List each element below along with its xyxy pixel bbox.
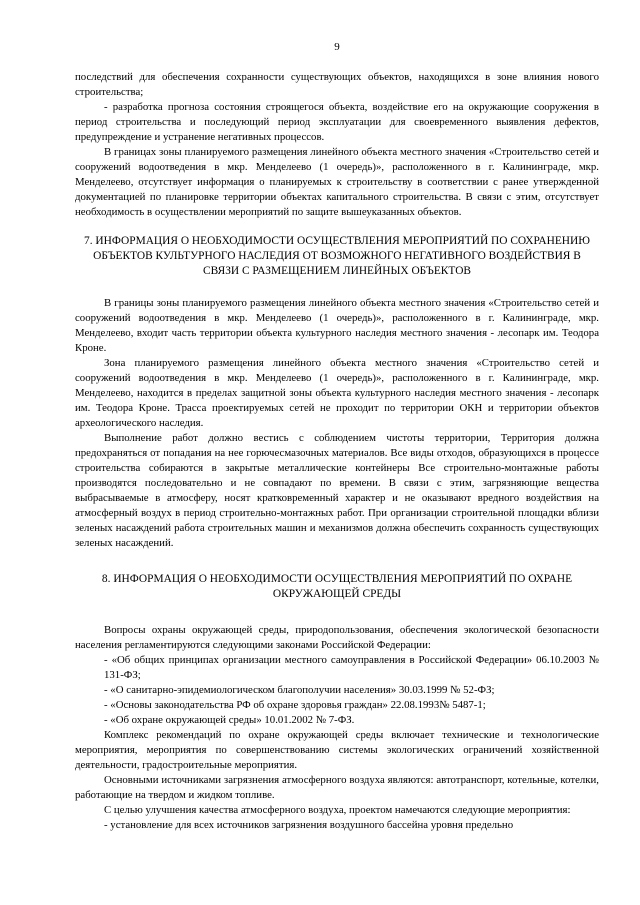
- section-8-paragraph-1: Вопросы охраны окружающей среды, природопользования, обеспечения экологической безопасности населения регламентируются следующими законами Российской Федерации:: [75, 624, 599, 651]
- section-7-paragraph-2: Зона планируемого размещения линейного объекта местного значения «Строительство сетей и сооружений водоотведения в мкр. Менделеево (1 очередь)», расположенного в г. Калининграде, мкр. Менделеево, находится в пределах защитной зоны объекта культурного наследия местного значения - лесопарк им. Теодора Кроне. Трасса проектируемых сетей не проходит по территории ОКН и территории объектов археологического наследия.: [75, 357, 599, 429]
- law-list-item: - «О санитарно-эпидемиологическом благополучии населения» 30.03.1999 № 52-ФЗ;: [104, 684, 495, 696]
- law-list-item: - «Основы законодательства РФ об охране здоровья граждан» 22.08.1993№ 5487-1;: [104, 699, 486, 711]
- section-8-heading: 8. ИНФОРМАЦИЯ О НЕОБХОДИМОСТИ ОСУЩЕСТВЛЕНИЯ МЕРОПРИЯТИЙ ПО ОХРАНЕ ОКРУЖАЮЩЕЙ СРЕДЫ: [101, 573, 573, 600]
- law-list-item: - «Об общих принципах организации местного самоуправления в Российской Федерации» 06.10.2003 № 131-ФЗ;: [104, 654, 599, 681]
- section-8-paragraph-4: С целью улучшения качества атмосферного воздуха, проектом намечаются следующие мероприятия:: [104, 804, 571, 816]
- section-7-paragraph-3: Выполнение работ должно вестись с соблюдением чистоты территории, Территория должна предохраняться от попадания на нее горючесмазочных материалов. Все виды отходов, образующихся в процессе строительства собираются в закрытые металлические контейнеры Все строительно-монтажные работы производятся последовательно и не совпадают по времени. В связи с этим, загрязняющие вещества выбрасываемые в атмосферу, носят кратковременный характер и не оказывают вредного воздействия на атмосферный воздух в период строительно-монтажных работ. При организации строительной площадки вблизи зеленых насаждений работа строительных машин и механизмов должна обеспечить сохранность существующих зеленых насаждений.: [75, 432, 599, 549]
- section-8-paragraph-3: Основными источниками загрязнения атмосферного воздуха являются: автотранспорт, котельные, котелки, работающие на твердом и жидком топливе.: [75, 774, 599, 801]
- intro-paragraph-3: В границах зоны планируемого размещения линейного объекта местного значения «Строительство сетей и сооружений водоотведения в мкр. Менделеево (1 очередь)», расположенного в г. Калининграде, мкр. Менделеево, отсутствует информация о планируемых к строительству в соответствии с ранее утвержденной документацией по планировке территории объектах капитального строительства. В связи с этим, отсутствует необходимость в осуществлении мероприятий по защите вышеуказанных объектов.: [75, 146, 599, 218]
- page-number: 9: [334, 41, 340, 53]
- intro-paragraph-2: - разработка прогноза состояния строящегося объекта, воздействие его на окружающие сооружения в период строительства и последующий период эксплуатации для своевременного выявления дефектов, предупреждение и устранение негативных процессов.: [75, 101, 599, 143]
- section-8-paragraph-2: Комплекс рекомендаций по охране окружающей среды включает технические и технологические мероприятия, мероприятия по совершенствованию системы экологических ограничений хозяйственной деятельности, градостроительные мероприятия.: [75, 729, 599, 771]
- section-8-paragraph-5: - установление для всех источников загрязнения воздушного бассейна уровня предельно: [104, 819, 514, 831]
- intro-paragraph-1: последствий для обеспечения сохранности существующих объектов, находящихся в зоне влияния нового строительства;: [75, 71, 599, 98]
- section-7-paragraph-1: В границы зоны планируемого размещения линейного объекта местного значения «Строительство сетей и сооружений водоотведения в мкр. Менделеево (1 очередь)», расположенного в г. Калининграде, мкр. Менделеево, входит часть территории объекта культурного наследия местного значения - лесопарк им. Теодора Кроне.: [75, 297, 599, 354]
- law-list-item: - «Об охране окружающей среды» 10.01.2002 № 7-ФЗ.: [104, 714, 355, 726]
- section-7-heading: 7. ИНФОРМАЦИЯ О НЕОБХОДИМОСТИ ОСУЩЕСТВЛЕНИЯ МЕРОПРИЯТИЙ ПО СОХРАНЕНИЮ ОБЪЕКТОВ КУЛЬТУРНОГО НАСЛЕДИЯ ОТ ВОЗМОЖНОГО НЕГАТИВНОГО ВОЗДЕЙСТВИЯ В СВЯЗИ С РАЗМЕЩЕНИЕМ ЛИНЕЙНЫХ ОБЪЕКТОВ: [84, 235, 590, 277]
